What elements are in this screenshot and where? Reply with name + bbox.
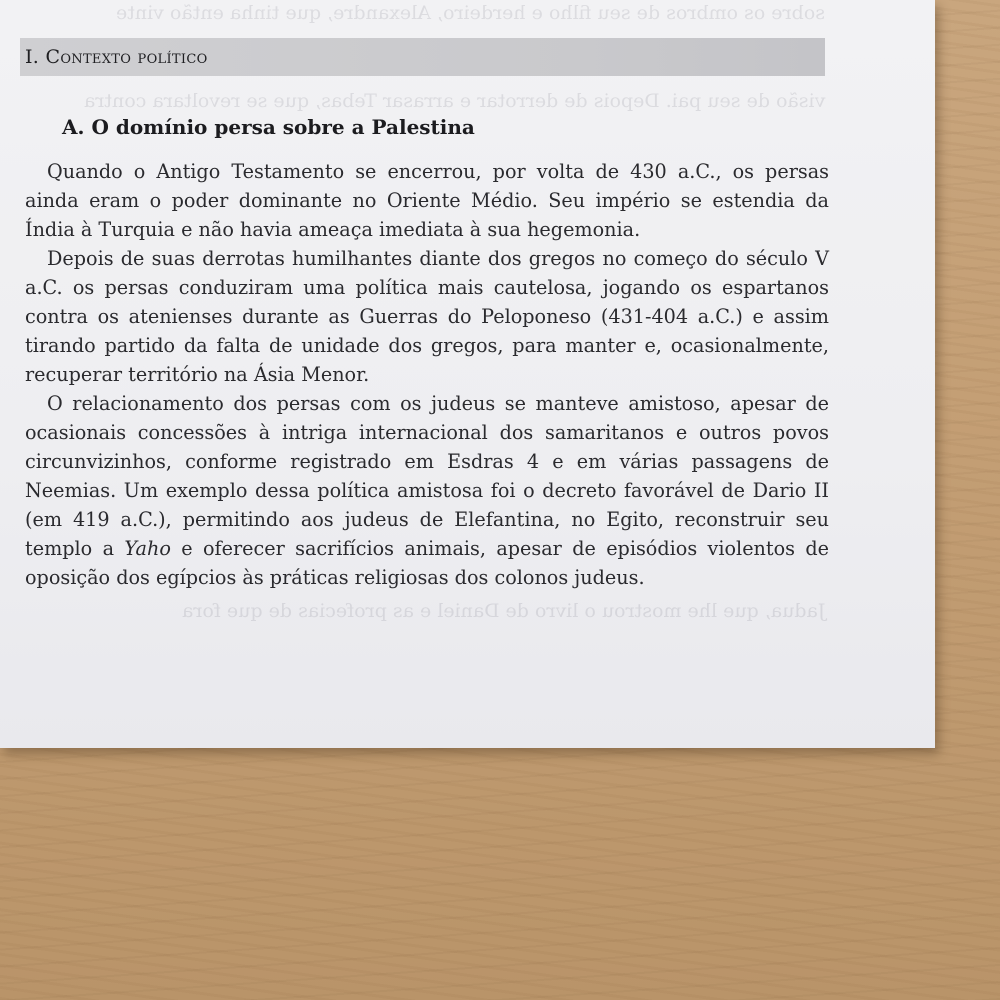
bleed-through-text: visão de seu pai. Depois de derrotar e arrasar Tebas, que se revoltara contra <box>83 90 825 112</box>
section-title: I. Contexto político <box>25 46 208 68</box>
subsection-title: A. O domínio persa sobre a Palestina <box>62 115 475 139</box>
paragraph-text: e oferecer sacrifícios animais, apesar de episódios violentos de oposição dos egípcios às práticas religiosas dos colonos judeus. <box>25 537 829 589</box>
bleed-through-text: Jadua, que lhe mostrou o livro de Daniel e as profecias de que fora <box>181 600 825 622</box>
paragraph: Depois de suas derrotas humilhantes diante dos gregos no começo do século V a.C. os persas conduziram uma política mais cautelosa, jogando os espartanos contra os atenienses durante as Guerras do Peloponeso (431-404 a.C.) e assim tirando partido da falta de unidade dos gregos, para manter e, ocasionalmente, recuperar território na Ásia Menor. <box>25 247 829 386</box>
paragraph <box>25 389 829 592</box>
body-text <box>25 157 829 592</box>
bleed-through-text: sobre os ombros de seu filho e herdeiro, Alexandre, que tinha então vinte <box>116 2 825 24</box>
italic-term: Yaho <box>124 537 171 560</box>
paragraph-text: O relacionamento dos persas com os judeus se manteve amistoso, apesar de ocasionais concessões à intriga internacional dos samaritanos e outros povos circunvizinhos, conforme registrado em Esdras 4 e em várias passagens de Neemias. Um exemplo dessa política amistosa foi o decreto favorável de Dario II (em 419 a.C.), permitindo aos judeus de Elefantina, no Egito, reconstruir seu templo a <box>25 392 829 560</box>
paragraph: Quando o Antigo Testamento se encerrou, por volta de 430 a.C., os persas ainda eram o poder dominante no Oriente Médio. Seu império se estendia da Índia à Turquia e não havia ameaça imediata à sua hegemonia. <box>25 160 829 241</box>
